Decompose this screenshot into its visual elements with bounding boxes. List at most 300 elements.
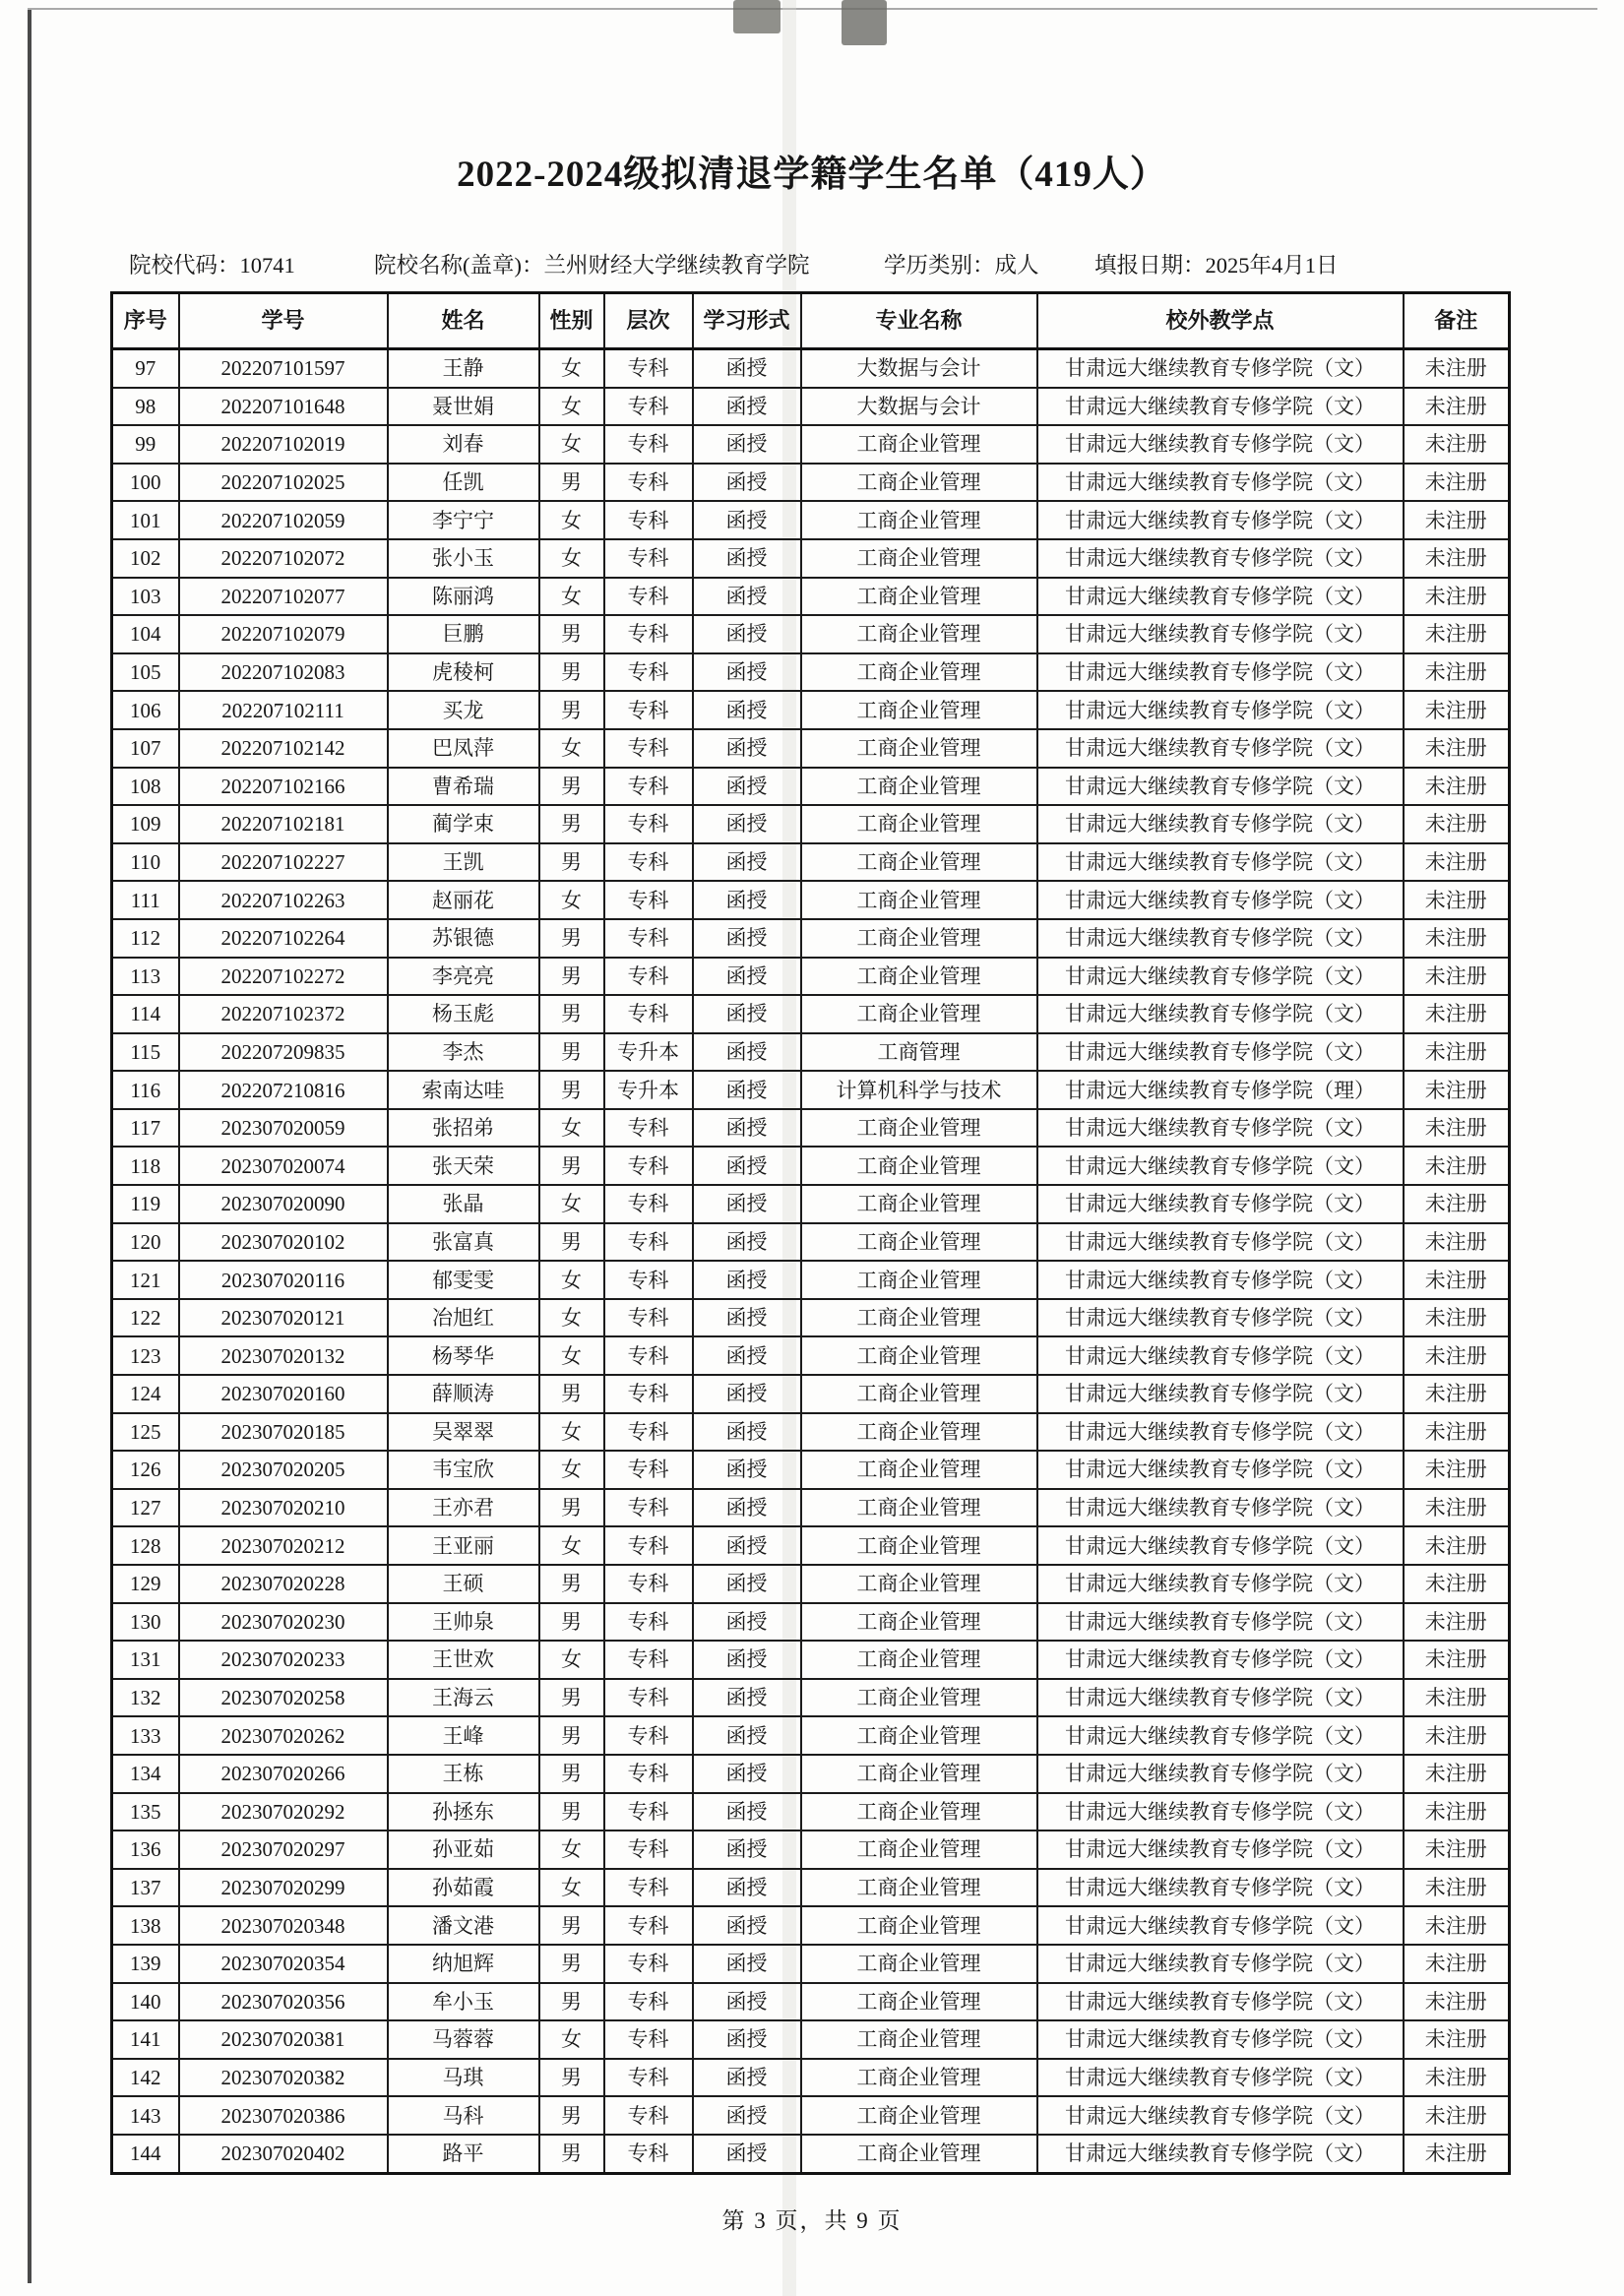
- cell-xingming: 马蓉蓉: [388, 2020, 539, 2059]
- cell-xingbie: 男: [539, 691, 604, 729]
- cell-cengci: 专科: [604, 958, 693, 996]
- cell-xingbie: 男: [539, 958, 604, 996]
- cell-jiaoxuedian: 甘肃远大继续教育专修学院（文）: [1037, 615, 1404, 653]
- cell-xuhao: 99: [112, 425, 179, 464]
- header-xingbie: 性别: [539, 293, 604, 349]
- table-row: [112, 729, 1510, 768]
- page-number: 第 3 页，共 9 页: [721, 2208, 903, 2233]
- cell-xuexixingshi: 函授: [693, 1755, 801, 1793]
- cell-xuhao: 124: [112, 1375, 179, 1413]
- table-row: [112, 1261, 1510, 1299]
- school-code: [129, 248, 295, 279]
- cell-zhuanye: 工商企业管理: [801, 425, 1037, 464]
- cell-xingbie: 男: [539, 1071, 604, 1109]
- cell-xingming: 王栋: [388, 1755, 539, 1793]
- cell-xuexixingshi: 函授: [693, 2135, 801, 2173]
- cell-xingbie: 女: [539, 1185, 604, 1223]
- cell-cengci: 专科: [604, 881, 693, 919]
- cell-xuehao: 202207102079: [179, 615, 388, 653]
- cell-xingbie: 女: [539, 1413, 604, 1452]
- table-row: [112, 1641, 1510, 1679]
- header-jiaoxuedian: 校外教学点: [1037, 293, 1404, 349]
- cell-cengci: 专科: [604, 1147, 693, 1185]
- cell-beizhu: 未注册: [1404, 1906, 1510, 1945]
- cell-cengci: 专科: [604, 1906, 693, 1945]
- cell-xuhao: 125: [112, 1413, 179, 1452]
- cell-xuehao: 202307020297: [179, 1831, 388, 1869]
- cell-xuhao: 111: [112, 881, 179, 919]
- cell-cengci: 专科: [604, 501, 693, 539]
- cell-xingming: 韦宝欣: [388, 1451, 539, 1489]
- table-row: [112, 349, 1510, 388]
- cell-beizhu: 未注册: [1404, 2135, 1510, 2173]
- cell-jiaoxuedian: 甘肃远大继续教育专修学院（文）: [1037, 1641, 1404, 1679]
- education-type: [884, 248, 1039, 279]
- cell-xuehao: 202207102019: [179, 425, 388, 464]
- table-row: [112, 464, 1510, 502]
- cell-zhuanye: 工商企业管理: [801, 1906, 1037, 1945]
- cell-xuexixingshi: 函授: [693, 1983, 801, 2021]
- cell-zhuanye: 工商企业管理: [801, 501, 1037, 539]
- cell-jiaoxuedian: 甘肃远大继续教育专修学院（文）: [1037, 1755, 1404, 1793]
- table-body: [112, 349, 1510, 2174]
- table-row: [112, 1945, 1510, 1983]
- cell-beizhu: 未注册: [1404, 2059, 1510, 2097]
- cell-xuhao: 113: [112, 958, 179, 996]
- cell-xuexixingshi: 函授: [693, 388, 801, 426]
- cell-xuhao: 132: [112, 1679, 179, 1717]
- cell-jiaoxuedian: 甘肃远大继续教育专修学院（文）: [1037, 1375, 1404, 1413]
- cell-zhuanye: 工商企业管理: [801, 653, 1037, 692]
- cell-xuehao: 202307020299: [179, 1869, 388, 1907]
- table-row: [112, 1185, 1510, 1223]
- table-row: [112, 881, 1510, 919]
- table-row: [112, 1223, 1510, 1262]
- cell-xuehao: 202207102227: [179, 843, 388, 882]
- cell-xuhao: 106: [112, 691, 179, 729]
- cell-xuehao: 202307020381: [179, 2020, 388, 2059]
- cell-cengci: 专科: [604, 729, 693, 768]
- cell-cengci: 专科: [604, 2135, 693, 2173]
- cell-xingming: 曹希瑞: [388, 768, 539, 806]
- cell-zhuanye: 工商企业管理: [801, 958, 1037, 996]
- cell-xingming: 刘春: [388, 425, 539, 464]
- cell-xingbie: 男: [539, 768, 604, 806]
- cell-cengci: 专科: [604, 805, 693, 843]
- table-row: [112, 691, 1510, 729]
- cell-zhuanye: 工商企业管理: [801, 691, 1037, 729]
- student-roster-table: [110, 291, 1511, 2175]
- cell-xingbie: 男: [539, 1906, 604, 1945]
- cell-jiaoxuedian: 甘肃远大继续教育专修学院（文）: [1037, 1109, 1404, 1148]
- cell-xuehao: 202207102166: [179, 768, 388, 806]
- cell-beizhu: 未注册: [1404, 1831, 1510, 1869]
- cell-xuehao: 202307020185: [179, 1413, 388, 1452]
- cell-xingming: 张招弟: [388, 1109, 539, 1148]
- cell-xingming: 蔺学束: [388, 805, 539, 843]
- cell-xingming: 王峰: [388, 1716, 539, 1755]
- cell-cengci: 专科: [604, 615, 693, 653]
- cell-xuhao: 112: [112, 919, 179, 958]
- table-row: [112, 1906, 1510, 1945]
- cell-jiaoxuedian: 甘肃远大继续教育专修学院（文）: [1037, 881, 1404, 919]
- cell-jiaoxuedian: 甘肃远大继续教育专修学院（文）: [1037, 1565, 1404, 1603]
- cell-xuexixingshi: 函授: [693, 1185, 801, 1223]
- cell-zhuanye: 工商企业管理: [801, 1261, 1037, 1299]
- cell-xuexixingshi: 函授: [693, 464, 801, 502]
- cell-xingbie: 女: [539, 1451, 604, 1489]
- cell-beizhu: 未注册: [1404, 1223, 1510, 1262]
- cell-xingbie: 男: [539, 2059, 604, 2097]
- cell-beizhu: 未注册: [1404, 464, 1510, 502]
- cell-xuhao: 100: [112, 464, 179, 502]
- cell-beizhu: 未注册: [1404, 995, 1510, 1033]
- cell-xuhao: 105: [112, 653, 179, 692]
- cell-beizhu: 未注册: [1404, 881, 1510, 919]
- cell-xingbie: 男: [539, 1755, 604, 1793]
- cell-jiaoxuedian: 甘肃远大继续教育专修学院（文）: [1037, 2096, 1404, 2135]
- cell-xuhao: 130: [112, 1603, 179, 1642]
- cell-xuhao: 137: [112, 1869, 179, 1907]
- cell-xuexixingshi: 函授: [693, 1906, 801, 1945]
- scan-edge-left: [28, 10, 31, 2283]
- cell-cengci: 专科: [604, 843, 693, 882]
- cell-xuehao: 202307020356: [179, 1983, 388, 2021]
- cell-xuehao: 202307020233: [179, 1641, 388, 1679]
- cell-jiaoxuedian: 甘肃远大继续教育专修学院（理）: [1037, 1071, 1404, 1109]
- cell-xingbie: 男: [539, 1983, 604, 2021]
- table-row: [112, 1147, 1510, 1185]
- cell-xingbie: 男: [539, 615, 604, 653]
- table-row: [112, 1869, 1510, 1907]
- cell-xingming: 王亚丽: [388, 1526, 539, 1565]
- cell-beizhu: 未注册: [1404, 2096, 1510, 2135]
- cell-xuhao: 135: [112, 1793, 179, 1831]
- cell-xuexixingshi: 函授: [693, 1526, 801, 1565]
- cell-xuhao: 121: [112, 1261, 179, 1299]
- cell-xingming: 马科: [388, 2096, 539, 2135]
- cell-jiaoxuedian: 甘肃远大继续教育专修学院（文）: [1037, 1413, 1404, 1452]
- scan-edge-top: [28, 8, 1597, 10]
- education-type-label: 学历类别：: [884, 253, 995, 278]
- cell-xingming: 聂世娟: [388, 388, 539, 426]
- cell-xuehao: 202307020354: [179, 1945, 388, 1983]
- cell-xingming: 王帅泉: [388, 1603, 539, 1642]
- cell-xingming: 杨玉彪: [388, 995, 539, 1033]
- cell-xingming: 张富真: [388, 1223, 539, 1262]
- cell-jiaoxuedian: 甘肃远大继续教育专修学院（文）: [1037, 2135, 1404, 2173]
- cell-xuhao: 109: [112, 805, 179, 843]
- cell-jiaoxuedian: 甘肃远大继续教育专修学院（文）: [1037, 1793, 1404, 1831]
- school-code-value: 10741: [239, 253, 295, 278]
- cell-xuhao: 119: [112, 1185, 179, 1223]
- cell-zhuanye: 工商企业管理: [801, 1109, 1037, 1148]
- cell-xuehao: 202307020121: [179, 1299, 388, 1337]
- cell-xuehao: 202207102263: [179, 881, 388, 919]
- table-row: [112, 843, 1510, 882]
- cell-xuexixingshi: 函授: [693, 805, 801, 843]
- cell-beizhu: 未注册: [1404, 615, 1510, 653]
- cell-jiaoxuedian: 甘肃远大继续教育专修学院（文）: [1037, 1603, 1404, 1642]
- cell-cengci: 专科: [604, 2059, 693, 2097]
- table-row: [112, 653, 1510, 692]
- cell-beizhu: 未注册: [1404, 349, 1510, 388]
- page-title: 2022-2024级拟清退学籍学生名单（419人）: [457, 155, 1167, 195]
- cell-xuexixingshi: 函授: [693, 1413, 801, 1452]
- cell-xuehao: 202207102272: [179, 958, 388, 996]
- cell-xingbie: 女: [539, 881, 604, 919]
- cell-xuehao: 202307020074: [179, 1147, 388, 1185]
- cell-xuexixingshi: 函授: [693, 995, 801, 1033]
- cell-cengci: 专科: [604, 1603, 693, 1642]
- cell-xingming: 孙亚茹: [388, 1831, 539, 1869]
- cell-cengci: 专科: [604, 539, 693, 578]
- cell-beizhu: 未注册: [1404, 1451, 1510, 1489]
- cell-xuehao: 202207102083: [179, 653, 388, 692]
- cell-xingbie: 女: [539, 1299, 604, 1337]
- cell-beizhu: 未注册: [1404, 1033, 1510, 1072]
- cell-xuehao: 202307020292: [179, 1793, 388, 1831]
- cell-jiaoxuedian: 甘肃远大继续教育专修学院（文）: [1037, 1906, 1404, 1945]
- table-header-row: [112, 293, 1510, 349]
- cell-xingbie: 女: [539, 1261, 604, 1299]
- cell-zhuanye: 工商管理: [801, 1033, 1037, 1072]
- cell-jiaoxuedian: 甘肃远大继续教育专修学院（文）: [1037, 1831, 1404, 1869]
- cell-zhuanye: 工商企业管理: [801, 1451, 1037, 1489]
- cell-xuexixingshi: 函授: [693, 768, 801, 806]
- cell-cengci: 专科: [604, 1299, 693, 1337]
- table-row: [112, 2096, 1510, 2135]
- cell-xuhao: 144: [112, 2135, 179, 2173]
- cell-jiaoxuedian: 甘肃远大继续教育专修学院（文）: [1037, 995, 1404, 1033]
- cell-jiaoxuedian: 甘肃远大继续教育专修学院（文）: [1037, 843, 1404, 882]
- cell-xingming: 路平: [388, 2135, 539, 2173]
- cell-zhuanye: 大数据与会计: [801, 388, 1037, 426]
- cell-xuhao: 129: [112, 1565, 179, 1603]
- cell-xuhao: 114: [112, 995, 179, 1033]
- table-row: [112, 578, 1510, 616]
- cell-zhuanye: 工商企业管理: [801, 539, 1037, 578]
- cell-beizhu: 未注册: [1404, 1109, 1510, 1148]
- cell-zhuanye: 工商企业管理: [801, 1869, 1037, 1907]
- cell-jiaoxuedian: 甘肃远大继续教育专修学院（文）: [1037, 2059, 1404, 2097]
- cell-cengci: 专升本: [604, 1071, 693, 1109]
- cell-xuexixingshi: 函授: [693, 615, 801, 653]
- cell-zhuanye: 工商企业管理: [801, 843, 1037, 882]
- cell-xuhao: 122: [112, 1299, 179, 1337]
- cell-cengci: 专科: [604, 1869, 693, 1907]
- table-row: [112, 1565, 1510, 1603]
- cell-jiaoxuedian: 甘肃远大继续教育专修学院（文）: [1037, 1299, 1404, 1337]
- cell-jiaoxuedian: 甘肃远大继续教育专修学院（文）: [1037, 1223, 1404, 1262]
- header-xuehao: 学号: [179, 293, 388, 349]
- cell-xuehao: 202207101597: [179, 349, 388, 388]
- cell-xingming: 李宁宁: [388, 501, 539, 539]
- report-date-value: 2025年4月1日: [1205, 253, 1339, 278]
- cell-jiaoxuedian: 甘肃远大继续教育专修学院（文）: [1037, 578, 1404, 616]
- cell-beizhu: 未注册: [1404, 843, 1510, 882]
- cell-xingbie: 男: [539, 1033, 604, 1072]
- cell-beizhu: 未注册: [1404, 958, 1510, 996]
- cell-cengci: 专科: [604, 1565, 693, 1603]
- cell-xuexixingshi: 函授: [693, 501, 801, 539]
- table-row: [112, 615, 1510, 653]
- cell-cengci: 专科: [604, 1641, 693, 1679]
- cell-xuehao: 202307020386: [179, 2096, 388, 2135]
- cell-xuhao: 126: [112, 1451, 179, 1489]
- cell-zhuanye: 工商企业管理: [801, 995, 1037, 1033]
- cell-xingming: 李杰: [388, 1033, 539, 1072]
- header-xingming: 姓名: [388, 293, 539, 349]
- table-row: [112, 1603, 1510, 1642]
- cell-beizhu: 未注册: [1404, 1716, 1510, 1755]
- cell-xuehao: 202307020230: [179, 1603, 388, 1642]
- cell-cengci: 专科: [604, 425, 693, 464]
- cell-xingming: 张天荣: [388, 1147, 539, 1185]
- cell-beizhu: 未注册: [1404, 1185, 1510, 1223]
- table-row: [112, 1716, 1510, 1755]
- cell-xuehao: 202207102181: [179, 805, 388, 843]
- cell-xingbie: 女: [539, 1336, 604, 1375]
- table-row: [112, 1983, 1510, 2021]
- cell-xingming: 索南达哇: [388, 1071, 539, 1109]
- cell-xingming: 苏银德: [388, 919, 539, 958]
- cell-xingbie: 男: [539, 1603, 604, 1642]
- table-row: [112, 1413, 1510, 1452]
- cell-zhuanye: 工商企业管理: [801, 1793, 1037, 1831]
- cell-xuhao: 107: [112, 729, 179, 768]
- cell-zhuanye: 工商企业管理: [801, 1413, 1037, 1452]
- cell-xuehao: 202207102077: [179, 578, 388, 616]
- cell-xuhao: 110: [112, 843, 179, 882]
- cell-xuhao: 102: [112, 539, 179, 578]
- cell-zhuanye: 工商企业管理: [801, 1336, 1037, 1375]
- cell-cengci: 专科: [604, 1983, 693, 2021]
- cell-jiaoxuedian: 甘肃远大继续教育专修学院（文）: [1037, 539, 1404, 578]
- cell-xuhao: 103: [112, 578, 179, 616]
- cell-xuehao: 202307020210: [179, 1489, 388, 1527]
- cell-xingbie: 男: [539, 919, 604, 958]
- cell-zhuanye: 工商企业管理: [801, 1526, 1037, 1565]
- cell-zhuanye: 工商企业管理: [801, 1983, 1037, 2021]
- cell-xuexixingshi: 函授: [693, 1565, 801, 1603]
- cell-xuhao: 136: [112, 1831, 179, 1869]
- cell-xuehao: 202307020205: [179, 1451, 388, 1489]
- cell-cengci: 专科: [604, 1489, 693, 1527]
- cell-xuexixingshi: 函授: [693, 1603, 801, 1642]
- cell-xingbie: 男: [539, 1565, 604, 1603]
- cell-xuhao: 115: [112, 1033, 179, 1072]
- cell-xingbie: 男: [539, 1793, 604, 1831]
- cell-beizhu: 未注册: [1404, 578, 1510, 616]
- cell-cengci: 专科: [604, 1793, 693, 1831]
- table-row: [112, 1299, 1510, 1337]
- cell-jiaoxuedian: 甘肃远大继续教育专修学院（文）: [1037, 464, 1404, 502]
- scan-smudge: [733, 0, 781, 33]
- cell-xuhao: 133: [112, 1716, 179, 1755]
- cell-beizhu: 未注册: [1404, 501, 1510, 539]
- cell-xingbie: 女: [539, 501, 604, 539]
- cell-beizhu: 未注册: [1404, 919, 1510, 958]
- cell-beizhu: 未注册: [1404, 388, 1510, 426]
- cell-xuehao: 202307020059: [179, 1109, 388, 1148]
- cell-cengci: 专科: [604, 995, 693, 1033]
- cell-xuexixingshi: 函授: [693, 349, 801, 388]
- cell-jiaoxuedian: 甘肃远大继续教育专修学院（文）: [1037, 768, 1404, 806]
- cell-xingbie: 女: [539, 388, 604, 426]
- cell-beizhu: 未注册: [1404, 539, 1510, 578]
- cell-beizhu: 未注册: [1404, 1793, 1510, 1831]
- header-cengci: 层次: [604, 293, 693, 349]
- cell-xuexixingshi: 函授: [693, 1489, 801, 1527]
- table-row: [112, 425, 1510, 464]
- header-xuexixingshi: 学习形式: [693, 293, 801, 349]
- table-row: [112, 805, 1510, 843]
- cell-xingming: 张小玉: [388, 539, 539, 578]
- cell-xuhao: 127: [112, 1489, 179, 1527]
- cell-xingbie: 男: [539, 1375, 604, 1413]
- table-row: [112, 2020, 1510, 2059]
- cell-xuehao: 202307020228: [179, 1565, 388, 1603]
- cell-cengci: 专科: [604, 464, 693, 502]
- cell-xuexixingshi: 函授: [693, 729, 801, 768]
- cell-cengci: 专科: [604, 388, 693, 426]
- cell-xingbie: 女: [539, 2020, 604, 2059]
- cell-xuhao: 128: [112, 1526, 179, 1565]
- cell-zhuanye: 工商企业管理: [801, 615, 1037, 653]
- cell-xuehao: 202307020382: [179, 2059, 388, 2097]
- cell-xuehao: 202207102072: [179, 539, 388, 578]
- cell-xuhao: 140: [112, 1983, 179, 2021]
- cell-xuexixingshi: 函授: [693, 691, 801, 729]
- cell-xingming: 吴翠翠: [388, 1413, 539, 1452]
- cell-xingming: 买龙: [388, 691, 539, 729]
- cell-cengci: 专科: [604, 1679, 693, 1717]
- cell-xingbie: 男: [539, 1147, 604, 1185]
- cell-xingming: 杨琴华: [388, 1336, 539, 1375]
- cell-xuehao: 202207102111: [179, 691, 388, 729]
- table-row: [112, 1109, 1510, 1148]
- cell-xuexixingshi: 函授: [693, 539, 801, 578]
- cell-zhuanye: 工商企业管理: [801, 881, 1037, 919]
- cell-jiaoxuedian: 甘肃远大继续教育专修学院（文）: [1037, 1185, 1404, 1223]
- cell-xingming: 牟小玉: [388, 1983, 539, 2021]
- cell-jiaoxuedian: 甘肃远大继续教育专修学院（文）: [1037, 501, 1404, 539]
- cell-beizhu: 未注册: [1404, 1071, 1510, 1109]
- cell-jiaoxuedian: 甘肃远大继续教育专修学院（文）: [1037, 1983, 1404, 2021]
- cell-xuhao: 131: [112, 1641, 179, 1679]
- school-name: [374, 248, 810, 279]
- cell-xuhao: 138: [112, 1906, 179, 1945]
- cell-zhuanye: 工商企业管理: [801, 1489, 1037, 1527]
- table-row: [112, 768, 1510, 806]
- cell-zhuanye: 工商企业管理: [801, 1375, 1037, 1413]
- cell-zhuanye: 工商企业管理: [801, 1565, 1037, 1603]
- cell-jiaoxuedian: 甘肃远大继续教育专修学院（文）: [1037, 1451, 1404, 1489]
- cell-xingbie: 男: [539, 464, 604, 502]
- table-row: [112, 1489, 1510, 1527]
- cell-xuhao: 118: [112, 1147, 179, 1185]
- cell-jiaoxuedian: 甘肃远大继续教育专修学院（文）: [1037, 1147, 1404, 1185]
- table-row: [112, 1336, 1510, 1375]
- cell-zhuanye: 工商企业管理: [801, 919, 1037, 958]
- cell-zhuanye: 工商企业管理: [801, 1679, 1037, 1717]
- cell-cengci: 专科: [604, 1831, 693, 1869]
- cell-cengci: 专科: [604, 349, 693, 388]
- cell-beizhu: 未注册: [1404, 1261, 1510, 1299]
- cell-cengci: 专科: [604, 2020, 693, 2059]
- cell-xuexixingshi: 函授: [693, 1679, 801, 1717]
